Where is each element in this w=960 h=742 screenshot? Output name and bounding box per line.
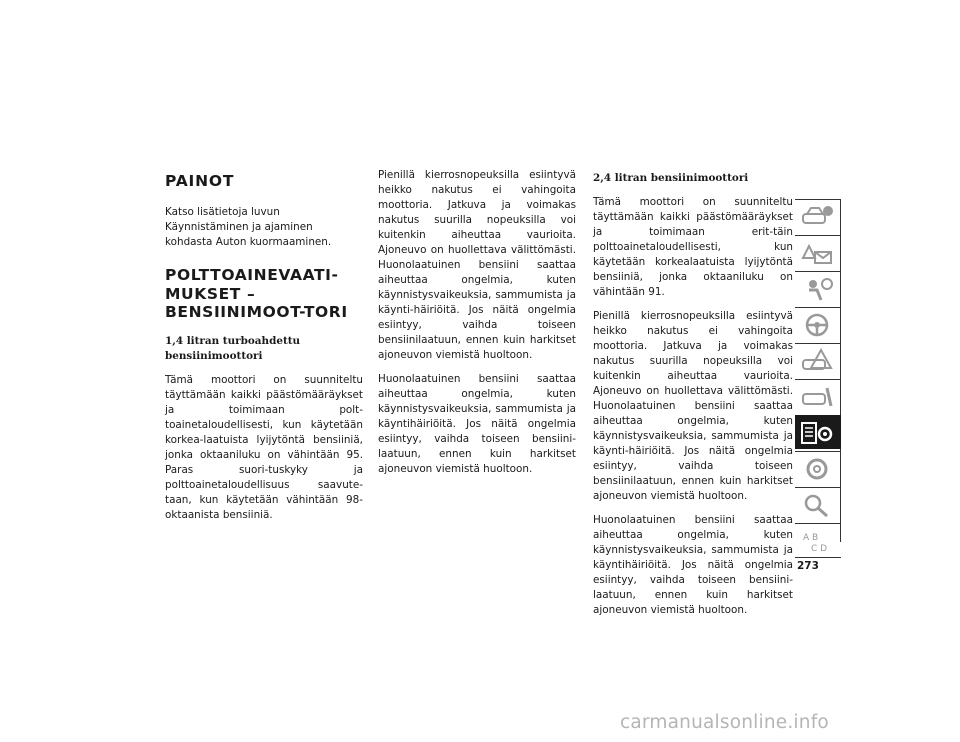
paragraph: Tämä moottori on suunniteltu täyttämään kaikki päästömääräykset ja toimimaan polt-toainetaloudellisesti, kun käytetään korkea-laatuista lyijytöntä bensiiniä, jonka oktaaniluku on vähintään 95. Paras suori-tuskyky ja polttoainetaloudellisuus saavute-taan, kun käytetään vähintään 98-oktaanista bensiiniä. (165, 373, 363, 521)
car-info-icon (799, 204, 835, 230)
tab-safety[interactable] (795, 271, 841, 305)
subheading-2-4-litre: 2,4 litran bensiinimoottori (593, 172, 749, 184)
tab-driving[interactable] (795, 307, 841, 341)
paragraph: Tämä moottori on suunniteltu täyttämään kaikki päästömääräykset ja toimimaan erit-täin polttoainetaloudellisesti, kun käytetään korkealaatuista lyijytöntä bensiiniä, jonka oktaaniluku on vähintään 91. (593, 196, 793, 298)
specs-gear-icon (799, 420, 835, 446)
paragraph: Pienillä kierrosnopeuksilla esiintyvä heikko nakutus ei vahingoita moottoria. Jatkuva ja voimakas nakutus suurilla nopeuksilla voi kuitenkin aiheuttaa vaurioita. Ajoneuvo on huollettava välittömästi. Huonolaatuinen bensiini saattaa aiheuttaa ongelmia, kuten käynnistysvaikeuksia, sammumista ja käynti-häiriöitä. Jos näitä ongelmia esiintyy, vaihda toiseen bensiinilaatuun, ennen kuin harkitset ajoneuvon viemistä huoltoon. (593, 310, 793, 502)
languages-icon (799, 528, 835, 554)
tab-index[interactable] (795, 487, 841, 521)
tab-emergency[interactable] (795, 343, 841, 377)
lifebuoy-icon (799, 456, 835, 482)
paragraph: Huonolaatuinen bensiini saattaa aiheuttaa ongelmia, kuten käynnistysvaikeuksia, sammumista ja käyntihäiriöitä. Jos näitä ongelmia esiintyy, vaihda toiseen bensiini-laatuun, ennen kuin harkitset ajoneuvon viemistä huoltoon. (378, 373, 576, 475)
column-3 (593, 171, 793, 627)
subheading-1-4-litre: 1,4 litran turboahdettu bensiinimoottori (165, 334, 301, 362)
car-warning-icon (799, 348, 835, 374)
paragraph: Katso lisätietoja luvun Käynnistäminen ja ajaminen kohdasta Auton kuormaaminen. (165, 206, 332, 248)
paragraph: Pienillä kierrosnopeuksilla esiintyvä heikko nakutus ei vahingoita moottoria. Jatkuva ja voimakas nakutus suurilla nopeuksilla voi kuitenkin aiheuttaa vaurioita. Ajoneuvo on huollettava välittömästi. Huonolaatuinen bensiini saattaa aiheuttaa ongelmia, kuten käynnistysvaikeuksia, sammumista ja käynti-häiriöitä. Jos näitä ongelmia esiintyy, vaihda toiseen bensiinilaatuun, ennen kuin harkitset ajoneuvon viemistä huoltoon. (378, 169, 576, 361)
column-2 (378, 168, 576, 486)
steering-wheel-icon (799, 312, 835, 338)
section-heading-fuel: POLTTOAINEVAATI-MUKSET – BENSIINIMOOT-TORI (165, 266, 348, 321)
tab-service[interactable] (795, 379, 841, 413)
page-number: 273 (797, 560, 819, 572)
tab-specifications[interactable] (795, 415, 841, 449)
magnifier-icon (799, 492, 835, 518)
svg-text:A B: A B (803, 533, 819, 543)
section-heading-painot: PAINOT (165, 172, 235, 190)
tab-multimedia[interactable] (795, 451, 841, 485)
watermark: carmanualsonline.info (620, 712, 829, 733)
tab-languages[interactable] (795, 523, 841, 558)
airbag-person-icon (799, 276, 835, 302)
column-1 (165, 168, 363, 532)
car-wrench-icon (799, 384, 835, 410)
paragraph: Huonolaatuinen bensiini saattaa aiheuttaa ongelmia, kuten käynnistysvaikeuksia, sammumista ja käyntihäiriöitä. Jos näitä ongelmia esiintyy, vaihda toiseen bensiini-laatuun, ennen kuin harkitset ajoneuvon viemistä huoltoon. (593, 514, 793, 616)
tab-car-info[interactable] (795, 199, 841, 233)
mail-car-icon (799, 240, 835, 266)
tab-mail[interactable] (795, 235, 841, 269)
svg-text:C D: C D (811, 544, 828, 554)
chapter-tabs (795, 199, 841, 560)
